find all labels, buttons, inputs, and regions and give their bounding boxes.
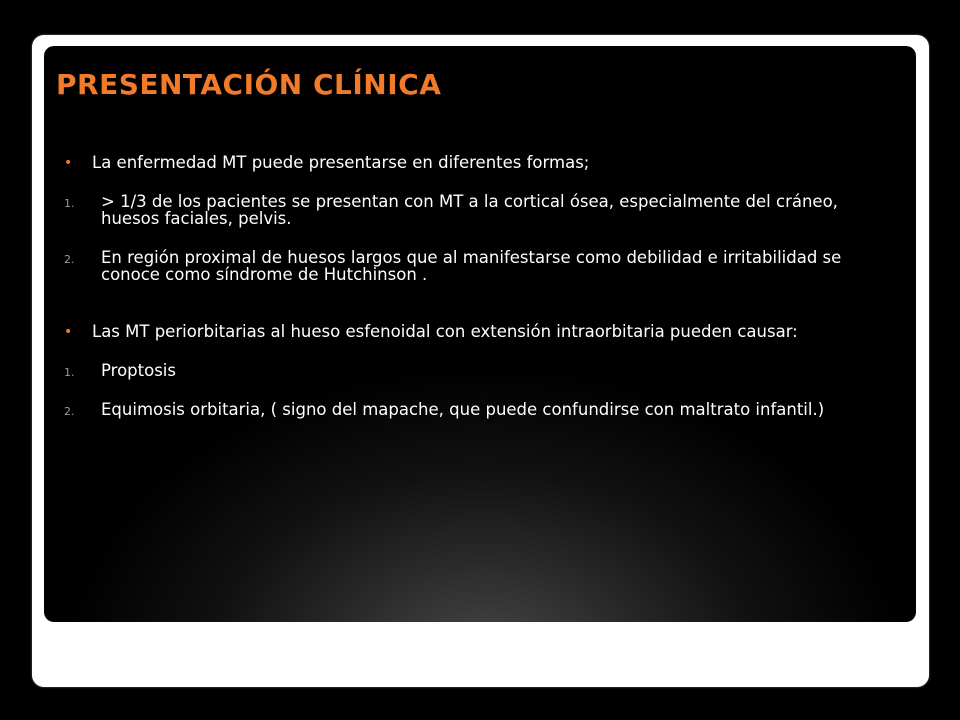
list-number: 2. — [64, 405, 75, 418]
bullet-icon: • — [64, 324, 73, 340]
list-number: 1. — [64, 366, 75, 379]
list-number: 2. — [64, 253, 75, 266]
list-item-text: La enfermedad MT puede presentarse en diferentes formas; — [92, 153, 590, 172]
list-item-text: En región proximal de huesos largos que al manifestarse como debilidad e irritabilidad se conoce como síndrome de Hutchinson . — [101, 248, 842, 284]
list-item-text: Proptosis — [101, 361, 176, 380]
list-number: 1. — [64, 197, 75, 210]
list-item — [44, 323, 904, 340]
list-item — [44, 249, 876, 283]
bullet-icon: • — [64, 155, 73, 171]
slide-panel — [44, 46, 916, 622]
list-item — [44, 154, 904, 171]
slide-title: PRESENTACIÓN CLÍNICA — [56, 68, 442, 101]
list-item-text: Equimosis orbitaria, ( signo del mapache, que puede confundirse con maltrato infantil.) — [101, 400, 825, 419]
list-item-text: Las MT periorbitarias al hueso esfenoidal con extensión intraorbitaria pueden causar: — [92, 322, 798, 341]
list-item — [44, 362, 876, 379]
slide-content — [44, 154, 904, 418]
list-item — [44, 193, 876, 227]
list-item — [44, 401, 876, 418]
list-item-text: > 1/3 de los pacientes se presentan con MT a la cortical ósea, especialmente del cráneo, huesos faciales, pelvis. — [101, 192, 838, 228]
